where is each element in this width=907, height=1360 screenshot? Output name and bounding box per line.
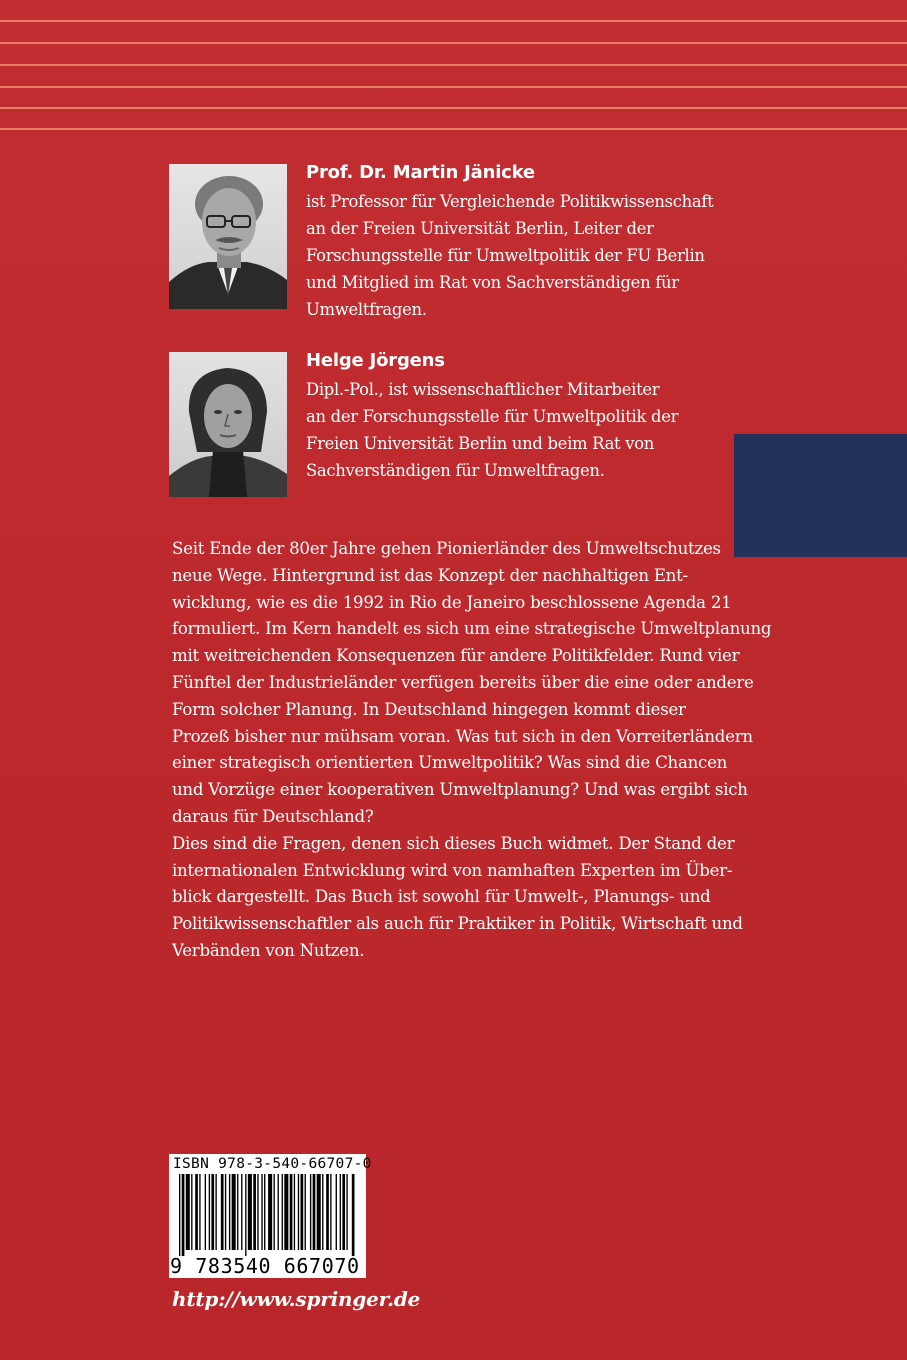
bio-line: ist Professor für Vergleichende Politikwissenschaft xyxy=(306,192,714,211)
barcode-bar xyxy=(199,1174,200,1250)
description-line: und Vorzüge einer kooperativen Umweltplanung? Und was ergibt sich xyxy=(172,780,748,800)
description-line: einer strategisch orientierten Umweltpolitik? Was sind die Chancen xyxy=(172,753,728,773)
portrait-image xyxy=(169,352,287,497)
barcode-bar xyxy=(342,1174,345,1250)
barcode-bar xyxy=(248,1174,252,1250)
bio-line: Sachverständigen für Umweltfragen. xyxy=(306,461,605,480)
barcode-digits: 9 783540 667070 xyxy=(170,1254,360,1278)
description-line: Form solcher Planung. In Deutschland hingegen kommt dieser xyxy=(172,699,686,719)
bio-line: an der Forschungsstelle für Umweltpolitik der xyxy=(306,407,679,426)
book-description xyxy=(172,536,772,965)
barcode-bar xyxy=(221,1174,224,1250)
description-line: mit weitreichenden Konsequenzen für andere Politikfelder. Rund vier xyxy=(172,646,740,666)
description-line: daraus für Deutschland? xyxy=(172,806,374,826)
barcode-bar xyxy=(245,1174,246,1256)
barcode-bar xyxy=(313,1174,316,1250)
barcode-bar xyxy=(340,1174,341,1250)
barcode-bar xyxy=(237,1174,238,1250)
author-photo-joergens xyxy=(169,352,287,497)
barcode-bar xyxy=(253,1174,256,1250)
barcode-bar xyxy=(330,1174,331,1250)
description-line: blick dargestellt. Das Buch ist sowohl für Umwelt-, Planungs- und xyxy=(172,887,711,907)
description-line: neue Wege. Hintergrund ist das Konzept der nachhaltigen Ent- xyxy=(172,565,688,585)
barcode-bar xyxy=(326,1174,329,1250)
bio-line: Forschungsstelle für Umweltpolitik der FU Berlin xyxy=(306,246,705,265)
bio-line: Umweltfragen. xyxy=(306,300,427,319)
barcode-bar xyxy=(268,1174,272,1250)
barcode-bar xyxy=(284,1174,288,1250)
barcode-bar xyxy=(264,1174,265,1250)
barcode-bar xyxy=(317,1174,321,1250)
barcode-bar xyxy=(346,1174,347,1250)
accent-blue-tab xyxy=(734,434,907,557)
decorative-stripe xyxy=(0,42,907,44)
barcode-bar xyxy=(179,1174,180,1256)
decorative-stripe xyxy=(0,86,907,88)
isbn-barcode xyxy=(169,1154,372,1278)
barcode-bar xyxy=(290,1174,293,1250)
barcode-bar xyxy=(205,1174,206,1250)
description-line: Fünftel der Industrieländer verfügen bereits über die eine oder andere xyxy=(172,672,754,692)
barcode-bars xyxy=(179,1174,357,1256)
barcode-bar xyxy=(336,1174,337,1250)
decorative-stripe xyxy=(0,107,907,109)
barcode-bar xyxy=(209,1174,210,1250)
barcode-bar xyxy=(186,1174,190,1250)
bio-line: Freien Universität Berlin und beim Rat von xyxy=(306,434,655,453)
description-line: Seit Ende der 80er Jahre gehen Pionierländer des Umweltschutzes xyxy=(172,539,721,558)
bio-line: Dipl.-Pol., ist wissenschaftlicher Mitarbeiter xyxy=(306,380,660,399)
barcode-bar xyxy=(294,1174,295,1250)
barcode-bar xyxy=(352,1174,355,1256)
author-name: Helge Jörgens xyxy=(306,350,445,371)
author-bio xyxy=(306,188,726,323)
barcode-bar xyxy=(191,1174,192,1250)
barcode-bar xyxy=(257,1174,258,1250)
author-bio xyxy=(306,376,726,484)
barcode-bar xyxy=(305,1174,306,1250)
barcode-bar xyxy=(301,1174,304,1250)
barcode-bar xyxy=(298,1174,299,1250)
barcode-bar xyxy=(322,1174,323,1250)
bio-line: und Mitglied im Rat von Sachverständigen für xyxy=(306,273,679,292)
decorative-stripe xyxy=(0,128,907,130)
description-line: wicklung, wie es die 1992 in Rio de Janeiro beschlossene Agenda 21 xyxy=(172,592,732,612)
description-line: Politikwissenschaftler als auch für Praktiker in Politik, Wirtschaft und xyxy=(172,914,743,934)
publisher-website[interactable]: http://www.springer.de xyxy=(172,1287,421,1311)
portrait-image xyxy=(169,164,287,309)
author-info-joergens xyxy=(306,350,726,484)
barcode-bar xyxy=(232,1174,236,1250)
barcode-bar xyxy=(241,1174,242,1250)
barcode-bar xyxy=(261,1174,262,1250)
description-line: formuliert. Im Kern handelt es sich um eine strategische Umweltplanung xyxy=(172,619,772,639)
description-line: Verbänden von Nutzen. xyxy=(172,940,365,960)
description-line: Prozeß bisher nur mühsam voran. Was tut sich in den Vorreiterländern xyxy=(172,726,753,746)
barcode-bar xyxy=(274,1174,275,1250)
barcode-bar xyxy=(182,1174,185,1256)
barcode-bar xyxy=(310,1174,311,1250)
barcode-bar xyxy=(195,1174,198,1250)
author-photo-jaenicke xyxy=(169,164,287,309)
description-line: Dies sind die Fragen, denen sich dieses Buch widmet. Der Stand der xyxy=(172,833,735,853)
barcode-bar xyxy=(215,1174,216,1250)
author-name: Prof. Dr. Martin Jänicke xyxy=(306,162,535,183)
bio-line: an der Freien Universität Berlin, Leiter der xyxy=(306,219,654,238)
barcode-bar xyxy=(225,1174,226,1250)
barcode-bar xyxy=(229,1174,230,1250)
decorative-stripe xyxy=(0,64,907,66)
barcode-bar xyxy=(211,1174,214,1250)
barcode-bar xyxy=(278,1174,279,1250)
author-info-jaenicke xyxy=(306,162,726,323)
barcode-bar xyxy=(282,1174,283,1250)
description-line: internationalen Entwicklung wird von namhaften Experten im Über- xyxy=(172,860,733,880)
decorative-stripe xyxy=(0,20,907,22)
isbn-label: ISBN 978-3-540-66707-0 xyxy=(173,1156,372,1172)
